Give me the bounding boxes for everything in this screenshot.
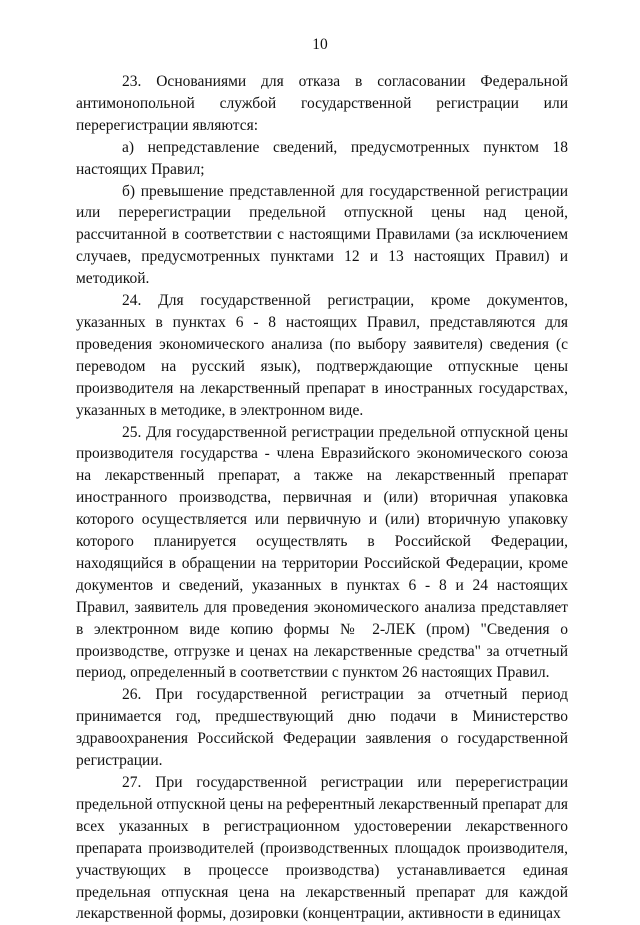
paragraph-23-a: а) непредставление сведений, предусмотренных пунктом 18 настоящих Правил; bbox=[76, 138, 568, 178]
paragraph-26: 26. При государственной регистрации за отчетный период принимается год, предшествующий дню подачи в Министерство здравоохранения Российской Федерации заявления о государственной регистрации. bbox=[76, 686, 568, 770]
paragraph-23: 23. Основаниями для отказа в согласовании Федеральной антимонопольной службой государственной регистрации или перерегистрации являются: bbox=[76, 73, 568, 134]
paragraph-24: 24. Для государственной регистрации, кроме документов, указанных в пунктах 6 - 8 настоящих Правил, представляются для проведения экономического анализа (по выбору заявителя) сведения (с переводом на русский язык), подтверждающие отпускные цены производителя на лекарственный препарат в иностранных государствах, указанных в методике, в электронном виде. bbox=[76, 292, 568, 419]
paragraph-27: 27. При государственной регистрации или перерегистрации предельной отпускной цены на референтный лекарственный препарат для всех указанных в регистрационном удостоверении лекарственного препарата производителей (производственных площадок производителя, участвующих в процессе производства) устанавливается единая предельная отпускная цена на лекарственный препарат для каждой лекарственной формы, дозировки (концентрации, активности в единицах bbox=[76, 774, 568, 923]
paragraph-25: 25. Для государственной регистрации предельной отпускной цены производителя государства - члена Евразийского экономического союза на лекарственный препарат, а также на лекарственный препарат иностранного производства, первичная и (или) вторичная упаковка которого осуществляется или первичную и (или) вторичную упаковку которого планируется осуществлять в Российской Федерации, находящийся в обращении на территории Российской Федерации, кроме документов и сведений, указанных в пунктах 6 - 8 и 24 настоящих Правил, заявитель для проведения экономического анализа представляет в электронном виде копию формы № 2-ЛЕК (пром) "Сведения о производстве, отгрузке и ценах на лекарственные средства" за отчетный период, определенный в соответствии с пунктом 26 настоящих Правил. bbox=[76, 423, 568, 682]
page-number: 10 bbox=[312, 36, 328, 53]
document-body bbox=[76, 71, 568, 925]
paragraph-23-b: б) превышение представленной для государственной регистрации или перерегистрации предельной отпускной цены над ценой, рассчитанной в соответствии с настоящими Правилами (за исключением случаев, предусмотренных пунктами 12 и 13 настоящих Правил) и методикой. bbox=[76, 182, 568, 288]
